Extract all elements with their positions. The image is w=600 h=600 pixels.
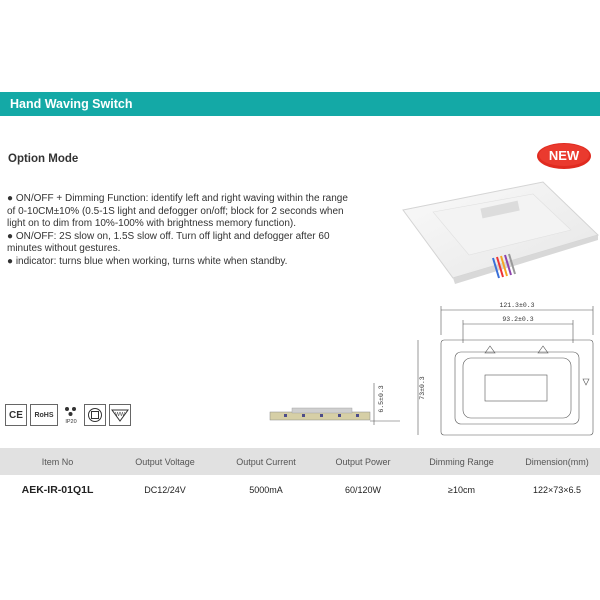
spec-table <box>0 448 600 505</box>
column-header: Output Power <box>335 456 391 467</box>
thickness-dim: 6.5±0.3 <box>378 385 385 413</box>
height-dim: 73±0.3 <box>419 376 426 400</box>
rohs-icon: RoHS <box>30 404 58 426</box>
table-row <box>0 475 600 505</box>
feature-item: ● ON/OFF + Dimming Function: identify left and right waving within the range of 0-10CM±10% (0.5-1S light and defogger on/off; block for 2 seconds when light on to dim from 10%-100% with brightness memory function). <box>7 193 348 230</box>
side-view-drawing <box>262 375 410 430</box>
certification-row <box>5 404 131 428</box>
table-header-row <box>0 448 600 475</box>
outer-width-dim: 121.3±0.3 <box>499 302 535 309</box>
table-cell: 60/120W <box>344 485 382 495</box>
table-cell: DC12/24V <box>144 485 186 495</box>
ww-icon <box>109 404 131 426</box>
column-header: Output Voltage <box>135 456 195 467</box>
section-title: Option Mode <box>8 153 79 165</box>
ip20-icon <box>61 404 81 424</box>
table-cell: 5000mA <box>249 485 283 495</box>
svg-text:WW: WW <box>115 412 125 418</box>
feature-list <box>7 193 357 269</box>
column-header: Item No <box>41 456 74 467</box>
page-title: Hand Waving Switch <box>10 97 133 111</box>
new-badge-label: NEW <box>548 148 580 163</box>
new-badge <box>535 140 593 172</box>
column-header: Output Current <box>236 456 296 467</box>
dimension-drawing <box>413 295 598 445</box>
class-ii-icon <box>84 404 106 426</box>
table-cell: AEK-IR-01Q1L <box>21 484 94 496</box>
title-banner <box>0 92 600 116</box>
column-header: Dimension(mm) <box>525 456 589 467</box>
feature-item: ● indicator: turns blue when working, turns white when standby. <box>7 255 288 267</box>
column-header: Dimming Range <box>429 456 494 467</box>
ce-mark-icon: CE <box>5 404 27 426</box>
table-cell: ≥10cm <box>448 485 475 495</box>
product-image <box>393 180 600 295</box>
feature-item: ● ON/OFF: 2S slow on, 1.5S slow off. Turn off light and defogger after 60 minutes without gestures. <box>7 230 330 255</box>
inner-width-dim: 93.2±0.3 <box>502 316 534 323</box>
svg-text:IP20: IP20 <box>65 419 77 424</box>
table-cell: 122×73×6.5 <box>532 485 582 495</box>
